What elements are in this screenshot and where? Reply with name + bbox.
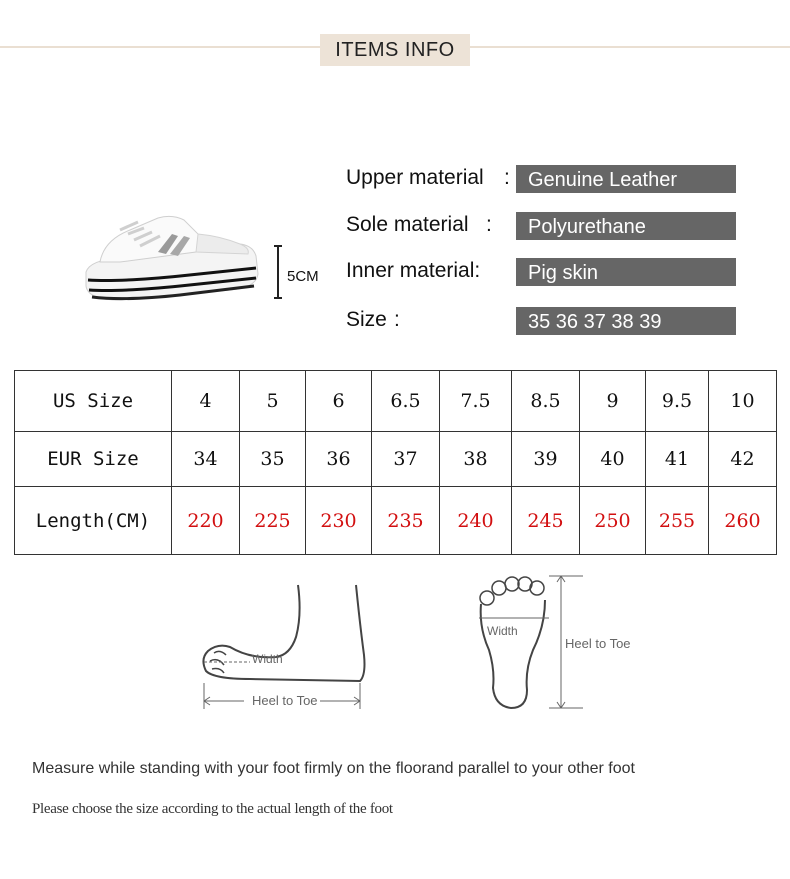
spec-label-upper: Upper material (346, 166, 484, 189)
spec-value-size: 35 36 37 38 39 (516, 307, 736, 335)
spec-colon-sole: : (486, 213, 492, 236)
table-cell: 39 (512, 432, 580, 487)
spec-value-upper: Genuine Leather (516, 165, 736, 193)
foot-side-diagram (190, 575, 390, 720)
table-cell: 240 (440, 487, 512, 555)
shoe-image (80, 200, 260, 310)
table-cell: 225 (240, 487, 306, 555)
table-cell: 5 (240, 371, 306, 432)
table-cell: 35 (240, 432, 306, 487)
sole-length-label: Heel to Toe (565, 636, 631, 651)
table-cell: 6 (306, 371, 372, 432)
table-cell: 235 (372, 487, 440, 555)
table-cell: 255 (646, 487, 709, 555)
table-row-length (15, 487, 777, 555)
table-cell: 40 (580, 432, 646, 487)
height-marker-icon (268, 244, 288, 300)
table-cell: 230 (306, 487, 372, 555)
spec-colon-size: : (394, 308, 400, 331)
table-cell: 41 (646, 432, 709, 487)
size-chart-table (14, 370, 777, 555)
table-cell: 245 (512, 487, 580, 555)
row-header: US Size (15, 371, 172, 432)
side-width-label: Width (252, 652, 283, 666)
table-cell: 220 (172, 487, 240, 555)
table-cell: 6.5 (372, 371, 440, 432)
table-row-eur (15, 432, 777, 487)
table-cell: 4 (172, 371, 240, 432)
table-cell: 37 (372, 432, 440, 487)
header-line-left (0, 46, 320, 48)
header-line-right (470, 46, 790, 48)
table-cell: 42 (709, 432, 777, 487)
table-row-us (15, 371, 777, 432)
spec-label-inner: Inner material: (346, 259, 481, 282)
table-cell: 7.5 (440, 371, 512, 432)
table-cell: 9 (580, 371, 646, 432)
table-cell: 260 (709, 487, 777, 555)
table-cell: 8.5 (512, 371, 580, 432)
size-choice-note: Please choose the size according to the actual length of the foot (32, 801, 393, 817)
sole-width-label: Width (487, 624, 518, 638)
table-cell: 250 (580, 487, 646, 555)
spec-value-inner: Pig skin (516, 258, 736, 286)
row-header: EUR Size (15, 432, 172, 487)
table-cell: 9.5 (646, 371, 709, 432)
foot-sole-diagram (465, 570, 665, 715)
spec-value-sole: Polyurethane (516, 212, 736, 240)
table-cell: 38 (440, 432, 512, 487)
height-label: 5CM (287, 268, 319, 285)
side-length-label: Heel to Toe (252, 693, 318, 708)
section-title: ITEMS INFO (320, 34, 470, 66)
spec-label-sole: Sole material (346, 213, 469, 236)
spec-label-size: Size (346, 308, 387, 331)
table-cell: 34 (172, 432, 240, 487)
spec-colon-upper: : (504, 166, 510, 189)
row-header: Length(CM) (15, 487, 172, 555)
table-cell: 36 (306, 432, 372, 487)
measure-note: Measure while standing with your foot firmly on the floorand parallel to your other foot (32, 760, 635, 777)
table-cell: 10 (709, 371, 777, 432)
